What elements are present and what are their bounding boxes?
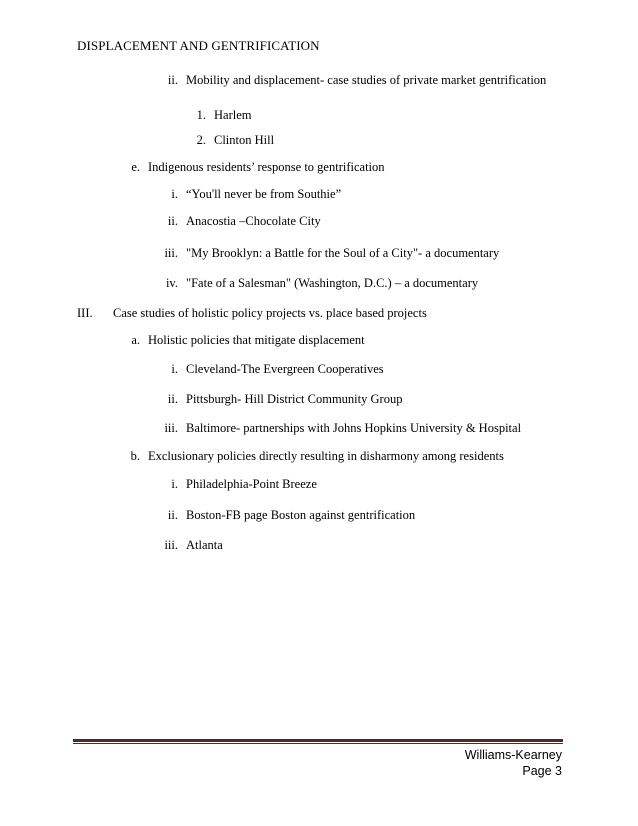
outline-marker: 1. — [196, 108, 206, 122]
outline-item — [186, 108, 251, 123]
outline-item — [120, 160, 385, 175]
outline-marker: i. — [171, 477, 178, 491]
outline-text: Mobility and displacement- case studies of private market gentrification — [186, 73, 547, 87]
outline-item — [150, 214, 321, 229]
outline-text: Baltimore- partnerships with Johns Hopkins University & Hospital — [186, 421, 522, 435]
outline-item — [150, 508, 415, 523]
outline-text: Exclusionary policies directly resulting in disharmony among residents — [148, 449, 504, 463]
outline-marker: ii. — [167, 73, 178, 87]
outline-marker: iii. — [164, 421, 178, 435]
outline-marker: ii. — [167, 508, 178, 522]
outline-item — [150, 276, 478, 291]
outline-marker: i. — [171, 362, 178, 376]
footer-page-number: Page 3 — [522, 764, 562, 778]
outline-marker: III. — [77, 306, 93, 320]
running-header: DISPLACEMENT AND GENTRIFICATION — [77, 38, 320, 53]
outline-marker: iv. — [165, 276, 178, 290]
outline-marker: ii. — [167, 214, 178, 228]
outline-text: Boston-FB page Boston against gentrification — [186, 508, 416, 522]
outline-text: Anacostia –Chocolate City — [186, 214, 321, 228]
outline-text: "My Brooklyn: a Battle for the Soul of a City"- a documentary — [186, 246, 500, 260]
footer-rule — [73, 739, 563, 742]
outline-marker: ii. — [167, 392, 178, 406]
outline-item — [120, 333, 365, 348]
outline-marker: a. — [131, 333, 140, 347]
outline-item — [120, 449, 504, 464]
outline-item — [150, 73, 546, 88]
outline-text: “You'll never be from Southie” — [186, 187, 342, 201]
outline-text: Holistic policies that mitigate displacement — [148, 333, 365, 347]
outline-marker: iii. — [164, 246, 178, 260]
outline-text: Philadelphia-Point Breeze — [186, 477, 317, 491]
footer-author: Williams-Kearney — [464, 748, 562, 762]
outline-item — [150, 362, 384, 377]
outline-text: Clinton Hill — [214, 133, 275, 147]
outline-text: Cleveland-The Evergreen Cooperatives — [186, 362, 384, 376]
outline-item — [150, 421, 521, 436]
outline-item — [150, 187, 341, 202]
outline-text: Pittsburgh- Hill District Community Group — [186, 392, 403, 406]
outline-item — [150, 477, 317, 492]
outline-text: Case studies of holistic policy projects vs. place based projects — [113, 306, 427, 320]
outline-marker: i. — [171, 187, 178, 201]
outline-marker: 2. — [196, 133, 206, 147]
outline-text: "Fate of a Salesman" (Washington, D.C.) – a documentary — [186, 276, 479, 290]
outline-text: Harlem — [214, 108, 252, 122]
outline-item — [150, 392, 402, 407]
outline-marker: e. — [131, 160, 140, 174]
outline-text: Indigenous residents’ response to gentrification — [148, 160, 385, 174]
outline-text: Atlanta — [186, 538, 223, 552]
outline-item — [150, 246, 499, 261]
outline-marker: iii. — [164, 538, 178, 552]
outline-item — [186, 133, 274, 148]
outline-item — [150, 538, 223, 553]
outline-item — [77, 306, 427, 321]
footer-rule-thin — [73, 743, 563, 744]
outline-marker: b. — [130, 449, 140, 463]
